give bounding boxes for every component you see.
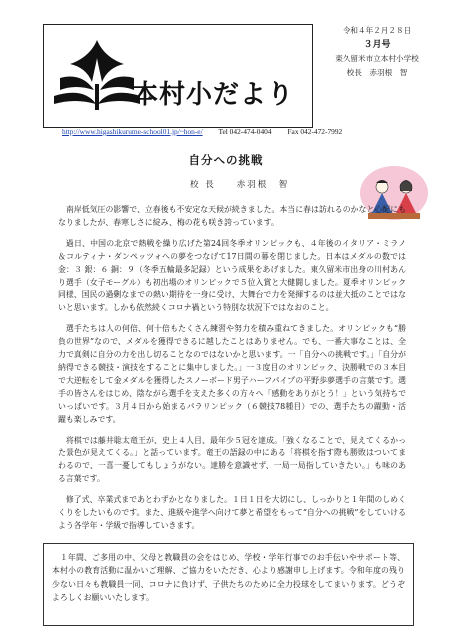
article-body xyxy=(58,204,406,541)
article-headline: 自分への挑戦 xyxy=(188,153,264,167)
article-paragraph: 将棋では藤井聡太竜王が、史上４人目、最年少５冠を達成。「強くなることで、見えてくるかった景色が見えてくる。」と話っています。竜王の語録の中にある「将棋を指す際も勝敗はついてまわるので、一喜一憂してもしょうがない。達勝を意識せず、一局一局指していきたい。」も味のある言葉です。 xyxy=(58,435,406,484)
article-author: 校 長 赤羽根 智 xyxy=(190,180,290,190)
issue-info xyxy=(322,24,432,80)
article-paragraph: 選手たちは人の何倍、何十倍もたくさん練習や努力を積み重ねてきました。オリンピックも“勝負の世界”なので、メダルを獲得できるに越したことはありません。でも、一番大事なことは、全力で真剣に自分の力を出し切ることなのではないかと思います。一「自分への挑戦です。」「自分が納得できる競技・演技をすることに集中しました。」一３度目のオリンピック、決勝戦での３本目で大逆転をして金メダルを獲得したスノーボード男子ハーフパイプの平野歩夢選手の言葉です。選手の皆さんをはじめ、陰ながら選手を支えた多くの方々へ「感動をありがとう！」という気持ちでいっぱいです。３月４日から始まるパラリンピック（６競技78種目）での、選手たちの躍動・活躍も楽しみです。 xyxy=(58,324,406,424)
school-name: 東久留米市立本村小学校 xyxy=(335,54,419,63)
newsletter-title: 本村小だより xyxy=(132,80,295,110)
thanks-box xyxy=(43,543,414,626)
contact-line xyxy=(62,127,342,136)
article-paragraph: 過日、中国の北京で熱戦を繰り広げた第24回冬季オリンピックも、４年後のイタリア・ミラノ＆コルティナ・ダンペッツォへの夢をつなげて17日間の幕を閉じました。日本はメダルの数では金：３ 銀：６ 銅：９（冬季五輪最多記録）という成果をあげました。東久留米市出身の川村あんり選手（女子モーグル）も初出場のオリンピックで５位入賞と大健闘しました。夏季オリンピック同様、国民の過剰なまでの熱い期待を一身に受け、大舞台で力を発揮するのは並大抵のことではないと思います。しかも依然続くコロナ禍という特別な状況下ではなおのこと。 xyxy=(58,238,406,313)
fax-number: Fax 042-472-7992 xyxy=(287,127,343,136)
thanks-text: １年間、ご多用の中、父母と教職員の会をはじめ、学校・学年行事でのお手伝いやサポート等、本村小の教育活動に温かいご理解、ご協力をいただき、心より感謝申し上げます。令和年度の残り少ない日々も教職員一同、コロナに負けず、子供たちのために全力投球をしてまいります。どうぞよろしくお願いいたします。 xyxy=(52,553,405,603)
issue-date: 令和４年２月２８日 xyxy=(342,26,412,35)
article-paragraph: 修了式、卒業式まであとわずかとなりました。１日１日を大切にし、しっかりと１年間のしめくくりをしたいものです。また、進級や進学へ向けて夢と希望をもって“自分への挑戦”をしていけるよう各学年・学級で指導していきます。 xyxy=(58,495,406,530)
principal-name: 校長 赤羽根 智 xyxy=(346,68,408,77)
tel-number: Tel 042-474-0404 xyxy=(218,127,272,136)
article-paragraph: 南岸低気圧の影響で、立春後も不安定な天候が続きました。本当に春は訪れるのかなと心配にもなりましたが、春寒しさに綻み、梅の花も咲き誇っています。 xyxy=(58,205,406,227)
school-url-link[interactable]: http://www.higashikurume-school01.jp/~hon-e/ xyxy=(62,127,203,136)
issue-number: ３月号 xyxy=(363,40,391,50)
school-emblem-icon xyxy=(52,34,142,114)
